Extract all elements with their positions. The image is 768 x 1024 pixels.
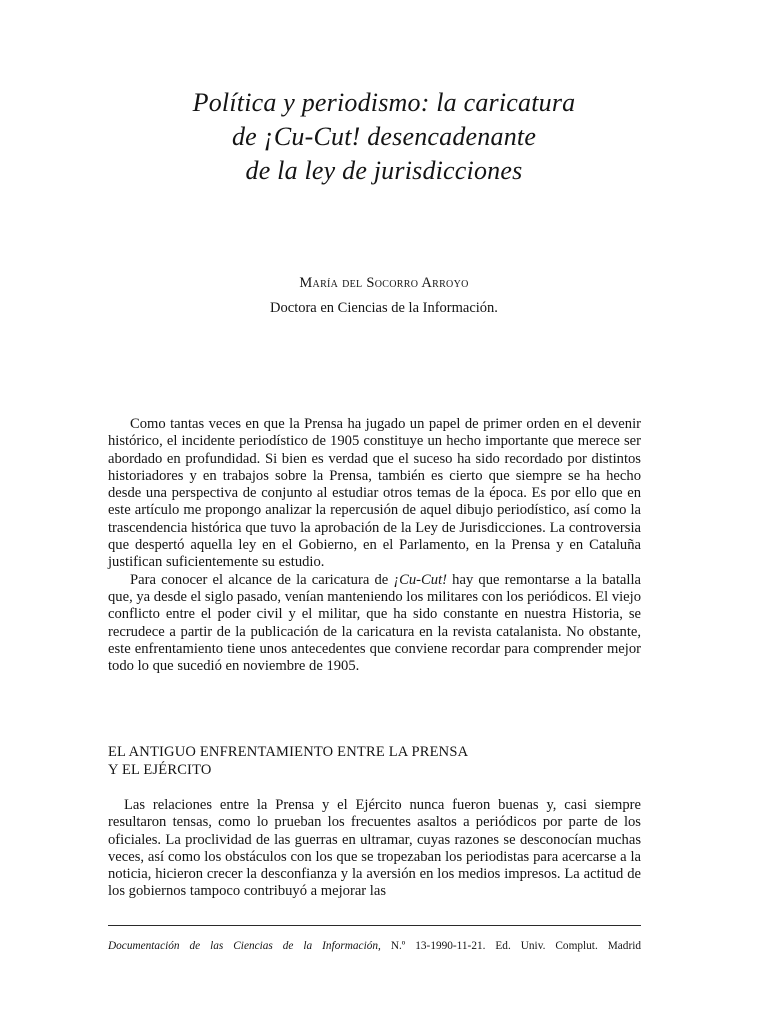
section-paragraph-1: Las relaciones entre la Prensa y el Ejército nunca fueron buenas y, casi siempre resultaron tensas, como lo prueban los frecuentes asaltos a periódicos por parte de los oficiales. La proclividad de las guerras en ultramar, cuyas razones se desconocían muchas veces, así como los obstáculos con los que se tropezaban los periodistas para acercarse a la noticia, hicieron crecer la desconfianza y la aversión en los medios impresos. La actitud de los gobiernos tampoco contribuyó a mejorar las (108, 797, 641, 900)
title-line-3: de la ley de jurisdicciones (245, 156, 523, 185)
author-name: María del Socorro Arroyo (299, 275, 469, 291)
title-line-2: de ¡Cu-Cut! desencadenante (231, 122, 537, 151)
footer-journal: Documentación de las Ciencias de la Información, (108, 940, 381, 952)
article-title (0, 86, 768, 188)
intro-text (108, 416, 641, 675)
magazine-title: ¡Cu-Cut! (393, 571, 447, 588)
intro-paragraph-2-text-b: hay que remontarse a la batalla que, ya desde el siglo pasado, venían manteniendo los militares con los periódicos. El viejo conflicto entre el poder civil y el militar, que ha sido constante en nuestra Historia, se recrudece a partir de la publicación de la caricatura en la revista catalanista. No obstante, este enfrentamiento tiene unos antecedentes que conviene recordar para comprender mejor todo lo que sucedió en noviembre de 1905. (108, 571, 641, 675)
page-footer (108, 938, 641, 954)
footer-divider (108, 925, 641, 926)
author-block (0, 272, 768, 320)
title-line-1: Política y periodismo: la caricatura (192, 88, 576, 117)
intro-paragraph-1-text: Como tantas veces en que la Prensa ha jugado un papel de primer orden en el devenir histórico, el incidente periodístico de 1905 constituye un hecho importante que merece ser abordado en profundidad. Si bien es verdad que el suceso ha sido recordado por distintos historiadores y en trabajos sobre la Prensa, también es cierto que siempre se ha hecho desde una perspectiva de conjunto al estudiar otros temas de la época. Es por ello que en este artículo me propongo analizar la repercusión de aquel dibujo periodístico, así como la trascendencia histórica que tuvo la aprobación de la Ley de Jurisdicciones. La controversia que despertó aquella ley en el Gobierno, en el Parlamento, en la Prensa y en Cataluña justifican suficientemente su estudio. (108, 416, 641, 571)
intro-paragraph-2-text-a: Para conocer el alcance de la caricatura de (130, 571, 394, 588)
footer-citation: N.º 13-1990-11-21. Ed. Univ. Complut. Madrid (390, 940, 641, 952)
section-heading (108, 743, 641, 779)
intro-paragraph-2 (108, 572, 641, 676)
author-affiliation: Doctora en Ciencias de la Información. (270, 300, 498, 316)
section-heading-line-1: EL ANTIGUO ENFRENTAMIENTO ENTRE LA PRENSA (108, 744, 469, 760)
section-body (108, 797, 641, 901)
section-heading-line-2: Y EL EJÉRCITO (108, 762, 212, 778)
intro-paragraph-1 (108, 416, 641, 572)
